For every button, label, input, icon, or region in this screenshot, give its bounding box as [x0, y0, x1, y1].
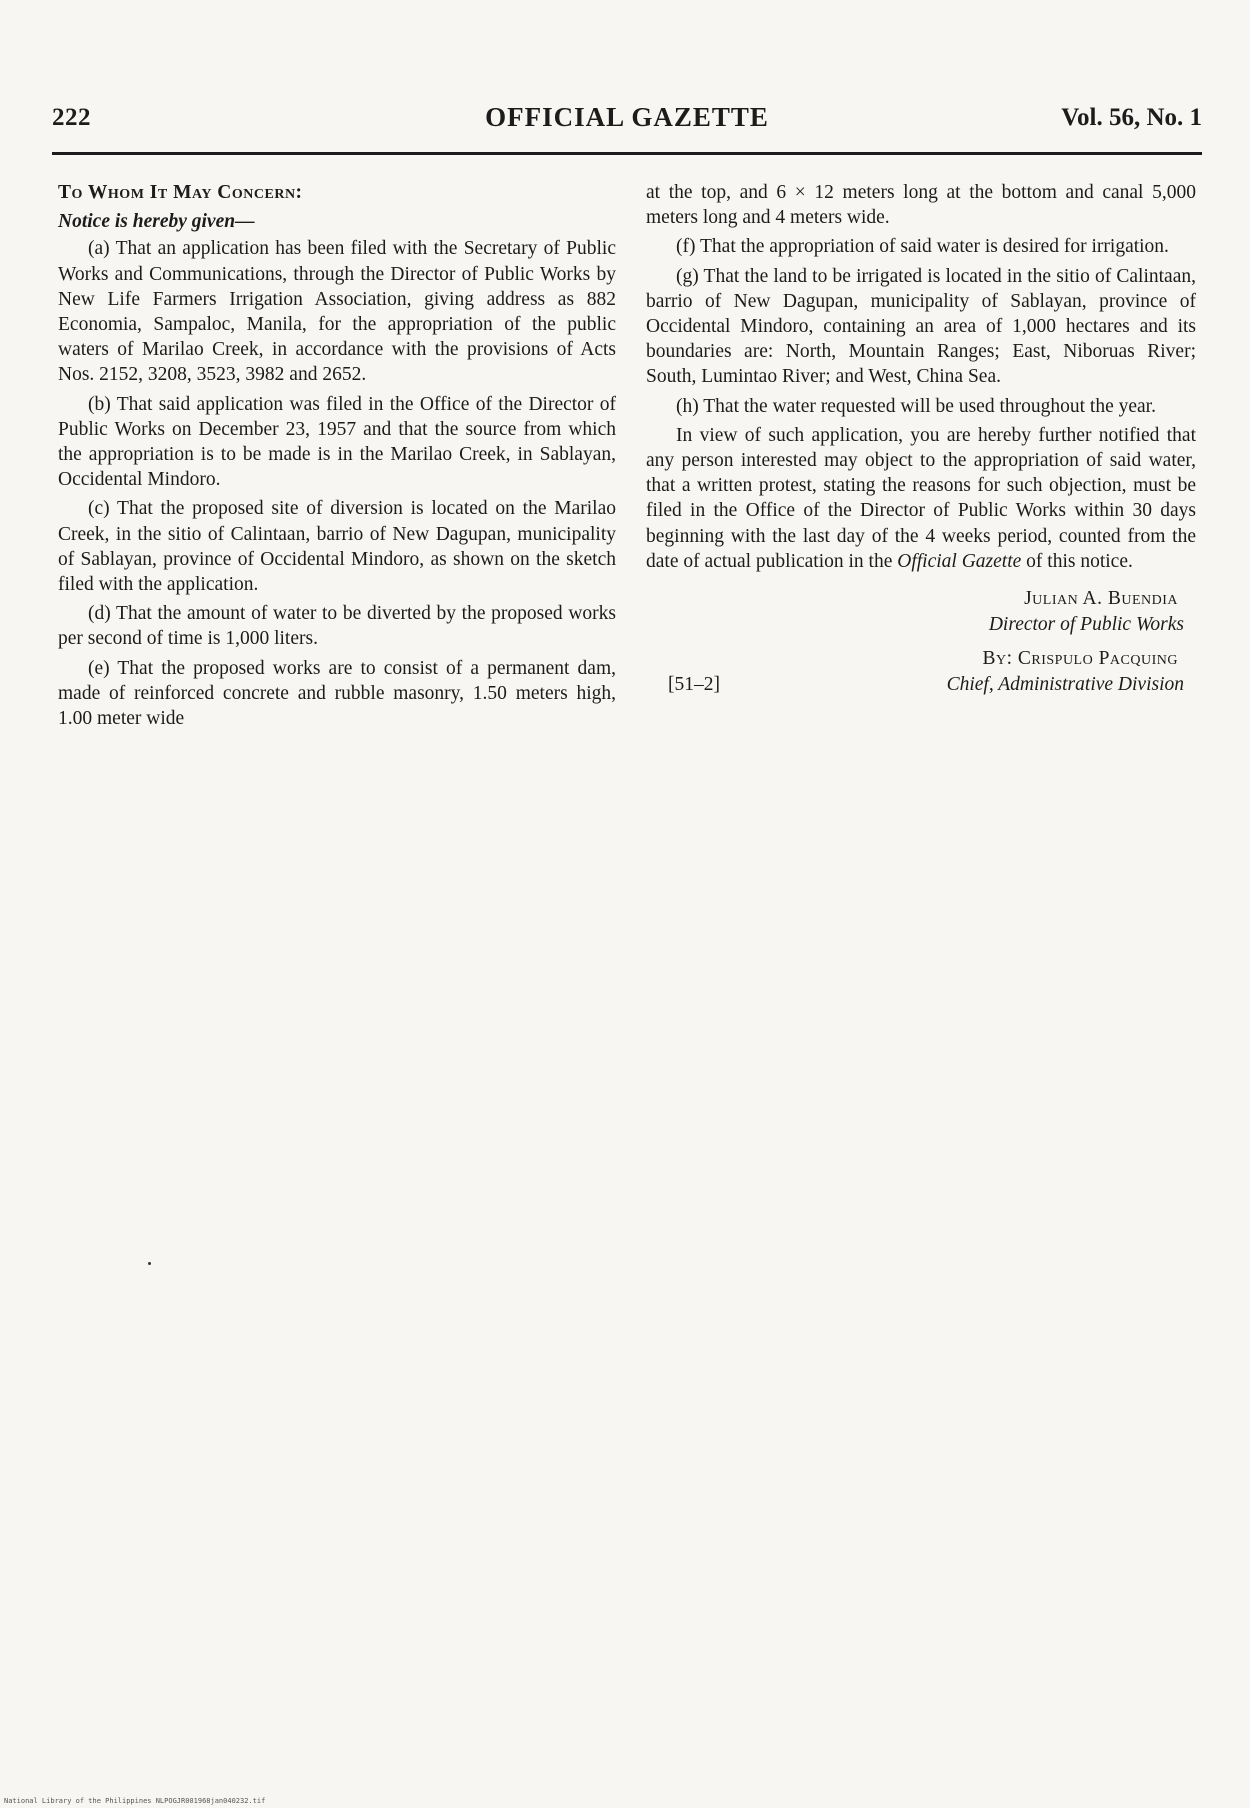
notice-heading: Notice is hereby given—: [58, 211, 255, 233]
paragraph-e-continued: at the top, and 6 × 12 meters long at the bottom and canal 5,000 meters long and 4 meters wide.: [646, 182, 1196, 229]
publication-title: OFFICIAL GAZETTE: [485, 102, 769, 132]
paragraph-in-view: [646, 423, 1196, 574]
paragraph-d: (d) That the amount of water to be diverted by the proposed works per second of time is 1,000 liters.: [58, 603, 616, 650]
paragraph-a: (a) That an application has been filed with the Secretary of Public Works and Communications, through the Director of Public Works by New Life Farmers Irrigation Association, giving address as 882 Economia, Sampaloc, Manila, for the appropriation of the public waters of Marilao Creek, in accordance with the provisions of Acts Nos. 2152, 3208, 3523, 3982 and 2652.: [58, 238, 616, 386]
addressee: To Whom It May Concern:: [58, 182, 303, 203]
in-view-end: of this notice.: [1026, 550, 1133, 572]
paragraph-b: (b) That said application was filed in the Office of the Director of Public Works on December 23, 1957 and that the source from which the appropriation is to be made is in the Marilao Creek, in Sablayan, Occidental Mindoro.: [58, 393, 616, 491]
page-header: [52, 104, 1202, 144]
paragraph-g: (g) That the land to be irrigated is located in the sitio of Calintaan, barrio of New Dagupan, municipality of Sablayan, province of Occidental Mindoro, containing an area of 1,000 hectares and its boundaries are: North, Mountain Ranges; East, Niboruas River; South, Lumintao River; and West, China Sea.: [646, 265, 1196, 388]
signatory-by: By: Crispulo Pacquing: [982, 648, 1178, 670]
paragraph-c: (c) That the proposed site of diversion is located on the Marilao Creek, in the sitio of Calintaan, barrio of New Dagupan, municipality of Sablayan, province of Occidental Mindoro, as shown on the sketch filed with the application.: [58, 498, 616, 596]
signatory-title: Director of Public Works: [988, 614, 1184, 636]
official-gazette-italic: Official Gazette: [897, 550, 1022, 572]
page-number: 222: [52, 104, 91, 131]
in-view-text: In view of such application, you are hereby further notified that any person interested may object to the appropriation of said water, that a written protest, stating the reasons for such objection, must be filed in the Office of the Director of Public Works within 30 days beginning with the last day of the 4 weeks period, counted from the date of actual publication in the: [646, 424, 1196, 572]
paragraph-f: (f) That the appropriation of said water is desired for irrigation.: [676, 236, 1169, 258]
volume-number: Vol. 56, No. 1: [1061, 104, 1202, 131]
signatory-name: Julian A. Buendia: [1024, 588, 1178, 610]
signatory-by-title: Chief, Administrative Division: [946, 674, 1184, 696]
reference-code: [51–2]: [668, 674, 720, 696]
paragraph-e: (e) That the proposed works are to consist of a permanent dam, made of reinforced concrete and rubble masonry, 1.50 meters high, 1.00 meter wide: [58, 657, 616, 730]
scan-footer-note: National Library of the Philippines NLPOGJR001968jan040232.tif: [4, 1797, 266, 1805]
speck-mark: [148, 1262, 151, 1265]
right-column: [646, 180, 1196, 706]
paragraph-h: (h) That the water requested will be used throughout the year.: [676, 395, 1156, 417]
left-column: [58, 180, 616, 731]
header-rule: [52, 152, 1202, 155]
signature-block: [646, 586, 1196, 706]
